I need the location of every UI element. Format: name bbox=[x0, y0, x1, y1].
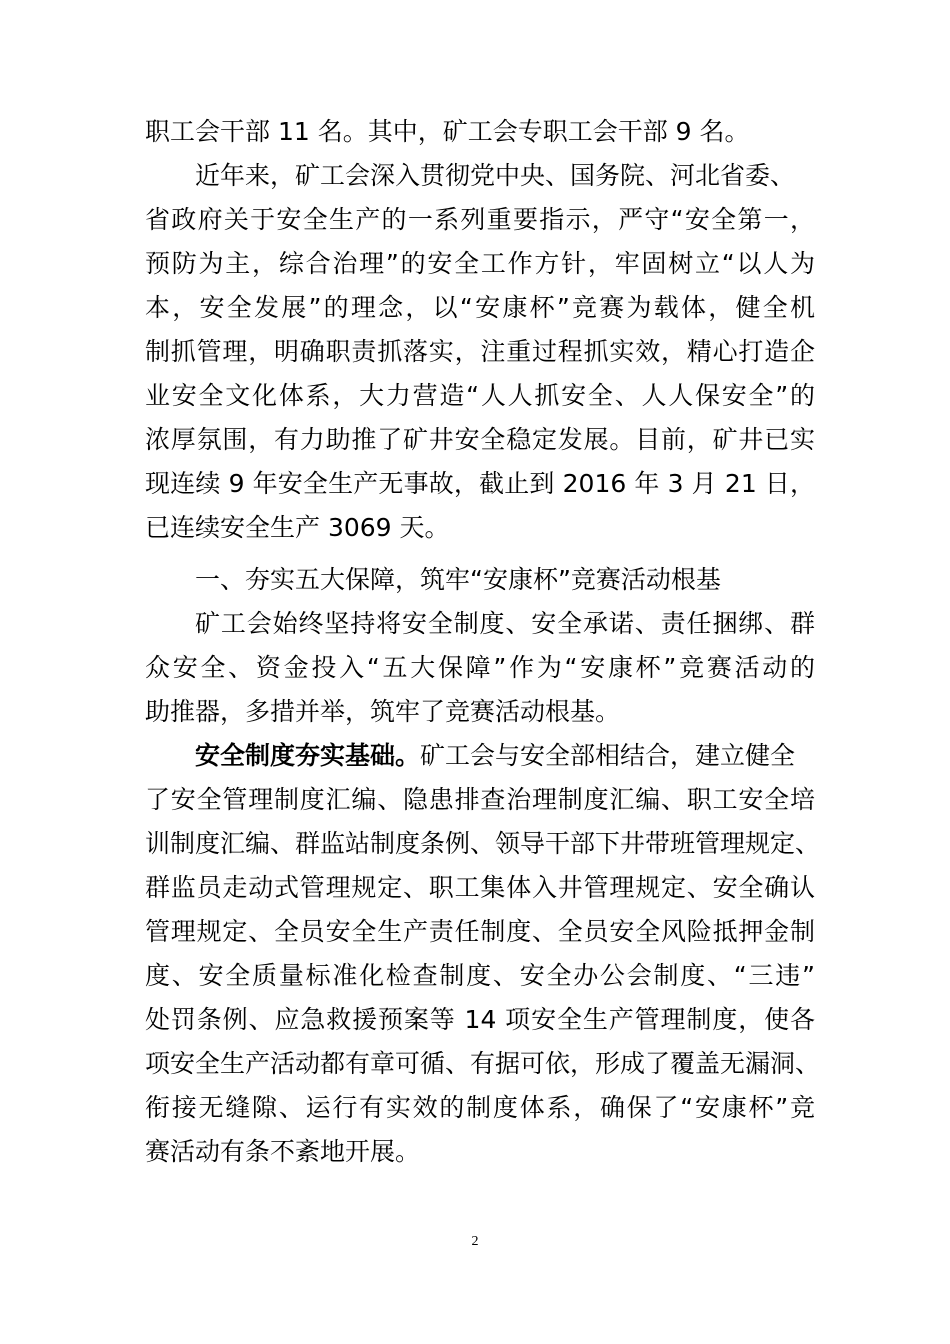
text-line: 群监员走动式管理规定、职工集体入井管理规定、安全确认 bbox=[145, 873, 815, 902]
text-line: 管理规定、全员安全生产责任制度、全员安全风险抵押金制 bbox=[145, 917, 815, 946]
text-line: 业安全文化体系，大力营造“人人抓安全、人人保安全”的 bbox=[145, 381, 815, 410]
section-heading: 一、夯实五大保障，筑牢“安康杯”竞赛活动根基 bbox=[195, 565, 721, 594]
page-number: 2 bbox=[471, 1234, 479, 1249]
text-line: 训制度汇编、群监站制度条例、领导干部下井带班管理规定、 bbox=[145, 829, 821, 858]
text-line: 职工会干部 11 名。其中，矿工会专职工会干部 9 名。 bbox=[145, 117, 750, 146]
text-line: 赛活动有条不紊地开展。 bbox=[145, 1137, 421, 1166]
text-line: 处罚条例、应急救援预案等 14 项安全生产管理制度，使各 bbox=[145, 1005, 815, 1034]
text-line: 众安全、资金投入“五大保障”作为“安康杯”竞赛活动的 bbox=[145, 653, 815, 682]
text-line: 近年来，矿工会深入贯彻党中央、国务院、河北省委、 bbox=[195, 161, 796, 190]
text-line: 助推器，多措并举，筑牢了竞赛活动根基。 bbox=[145, 697, 621, 726]
text-line: 预防为主，综合治理”的安全工作方针，牢固树立“以人为 bbox=[145, 249, 815, 278]
text-line: 省政府关于安全生产的一系列重要指示，严守“安全第一， bbox=[145, 205, 815, 234]
text-line: 已连续安全生产 3069 天。 bbox=[145, 513, 450, 542]
text-line: 了安全管理制度汇编、隐患排查治理制度汇编、职工安全培 bbox=[145, 785, 815, 814]
text-line: 现连续 9 年安全生产无事故，截止到 2016 年 3 月 21 日， bbox=[145, 469, 815, 498]
text-line: 度、安全质量标准化检查制度、安全办公会制度、“三违” bbox=[145, 961, 815, 990]
paragraph-lead bbox=[195, 741, 815, 771]
bold-lead-text: 安全制度夯实基础。 bbox=[195, 741, 421, 770]
text-line: 本，安全发展”的理念，以“安康杯”竞赛为载体，健全机 bbox=[145, 293, 815, 322]
text-line: 浓厚氛围，有力助推了矿井安全稳定发展。目前，矿井已实 bbox=[145, 425, 815, 454]
text-line: 衔接无缝隙、运行有实效的制度体系，确保了“安康杯”竞 bbox=[145, 1093, 815, 1122]
text-line: 制抓管理，明确职责抓落实，注重过程抓实效，精心打造企 bbox=[145, 337, 815, 366]
text-line: 项安全生产活动都有章可循、有据可依，形成了覆盖无漏洞、 bbox=[145, 1049, 821, 1078]
text-run: 矿工会与安全部相结合，建立健全 bbox=[420, 741, 796, 770]
text-line: 矿工会始终坚持将安全制度、安全承诺、责任捆绑、群 bbox=[195, 609, 815, 638]
